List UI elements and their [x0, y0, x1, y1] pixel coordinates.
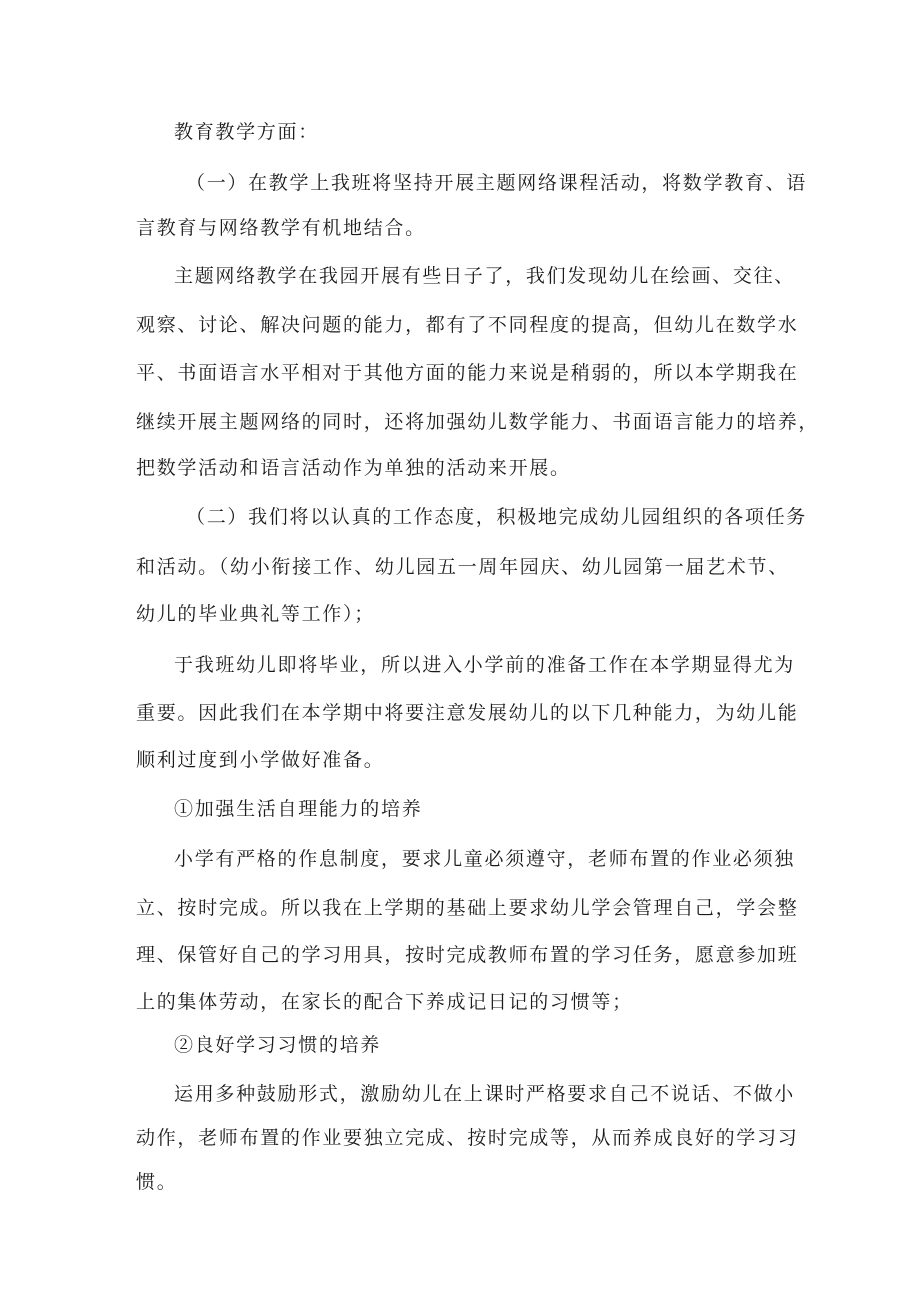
paragraph-1-line: 平、书面语言水平相对于其他方面的能力来说是稍弱的，所以本学期我在 — [136, 362, 799, 384]
section-1-line: （一）在教学上我班将坚持开展主题网络课程活动，将数学教育、语 — [186, 172, 808, 194]
section-2-line: （二）我们将以认真的工作态度，积极地完成幼儿园组织的各项任务 — [186, 506, 808, 528]
item-2-line: 运用多种鼓励形式，激励幼儿在上课时严格要求自己不说话、不做小 — [174, 1083, 796, 1105]
paragraph-2-line: 顺利过度到小学做好准备。 — [136, 749, 385, 771]
item-2-title: ②良好学习习惯的培养 — [174, 1034, 382, 1056]
item-1-line: 上的集体劳动，在家长的配合下养成记日记的习惯等； — [136, 991, 633, 1013]
item-1-title: ①加强生活自理能力的培养 — [174, 798, 423, 820]
item-1-line: 理、保管好自己的学习用具，按时完成教师布置的学习任务，愿意参加班 — [136, 944, 799, 966]
section-heading: 教育教学方面： — [174, 121, 319, 143]
paragraph-1-line: 继续开展主题网络的同时，还将加强幼儿数学能力、书面语言能力的培养， — [136, 411, 820, 433]
section-1-line: 言教育与网络教学有机地结合。 — [136, 217, 426, 239]
item-2-line: 惯。 — [136, 1171, 178, 1193]
item-2-line: 动作，老师布置的作业要独立完成、按时完成等，从而养成良好的学习习 — [136, 1127, 799, 1149]
item-1-line: 小学有严格的作息制度，要求儿童必须遵守，老师布置的作业必须独 — [174, 848, 796, 870]
paragraph-1-line: 把数学活动和语言活动作为单独的活动来开展。 — [136, 457, 571, 479]
paragraph-2-line: 重要。因此我们在本学期中将要注意发展幼儿的以下几种能力，为幼儿能 — [136, 702, 799, 724]
paragraph-1-line: 主题网络教学在我园开展有些日子了，我们发现幼儿在绘画、交往、 — [174, 265, 796, 287]
section-2-line: 和活动。（幼小衔接工作、幼儿园五一周年园庆、幼儿园第一届艺术节、 — [136, 556, 789, 578]
paragraph-1-line: 观察、讨论、解决问题的能力，都有了不同程度的提高，但幼儿在数学水 — [136, 314, 799, 336]
item-1-line: 立、按时完成。所以我在上学期的基础上要求幼儿学会管理自己，学会整 — [136, 897, 799, 919]
paragraph-2-line: 于我班幼儿即将毕业，所以进入小学前的准备工作在本学期显得尤为 — [174, 654, 796, 676]
section-2-line: 幼儿的毕业典礼等工作）； — [136, 603, 375, 625]
